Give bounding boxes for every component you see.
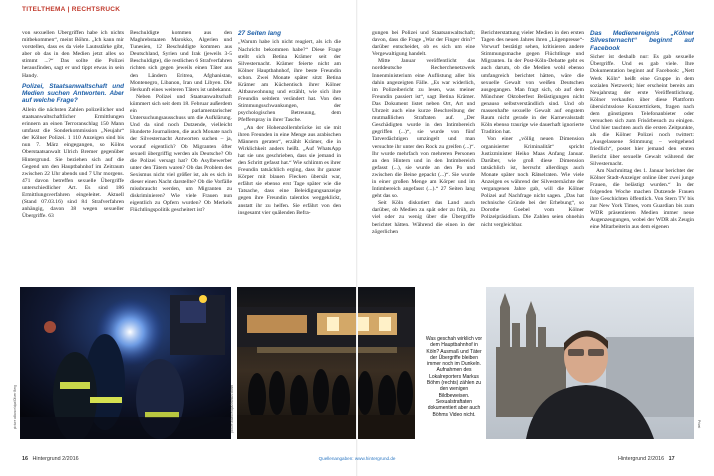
photo-station-crowd xyxy=(237,287,415,439)
subhead: Das Medienereignis „Kölner Silvesternacht“ beginnt auf Facebook xyxy=(590,30,694,52)
footer-publication-right: Hintergrund 2/2016 xyxy=(618,456,665,462)
photo-caption: Was geschah wirklich vor dem Hauptbahnhof in Köln? Ausmaß und Täter der Übergriffe bleiben immer noch im Dunkeln. Aufnahmen des Lokalreporters Markus Böhm (rechts) zählen zu den wenigen Bildbeweisen. Sexualstraftaten dokumentiert aber auch Böhms Video nicht. xyxy=(425,336,483,418)
section-kicker: TITELTHEMA | RECHTSRUCK xyxy=(22,6,121,13)
photo-credit: picture alliance/dpa/Markus Böhm xyxy=(230,385,234,434)
photo-reporter-portrait xyxy=(486,287,694,439)
page-number-left: 16 xyxy=(22,456,28,462)
footer-left xyxy=(22,456,79,462)
paragraph: „Warum habe ich nicht reagiert, als ich die Nachricht bekommen habe?“ Diese Frage stellt sich Betina Krämer seit der Silvesternacht. Krämer feierte nicht am Kölner Hauptbahnhof, ihre beste Freundin schon. Zwei Monate später sitzt Betina Krämer am Küchentisch ihrer Kölner Altbauwohnung und erzählt, wie sich ihre Freundin seitdem verändert hat. Von den Stimmungsschwankungen, der psychologischen Betreuung, dem Pfefferspray in ihrer Tasche. xyxy=(238,39,341,124)
paragraph: Am Nachmittag des 1. Januar berichtet der Kölner Stadt-Anzeiger online über zwei junge Frauen, die belästigt wurden.“ In der folgenden Woche machen Dutzende Frauen ihre Geschichten öffentlich. Von Stern TV bis zur New York Times, vom Guardian bis zum WDR präsentieren Medien immer neue Augenzeugungen, wobei der WDR als Zeugin eine Mitarbeiterin aus dem eigenen xyxy=(590,167,694,231)
paragraph: Mitte Januar veröffentlicht das norddeutsche Recherchenetzwerk Innenministerium eine Auflistung aller bis dahin angezeigten Fälle. „Es war widerlich, im Polizeibericht zu lesen, was meiner Freundin passiert ist“, sagt Betina Krämer. Das Dokument listet neben Ort, Art und Uhrzeit auch eine kurze Beschreibung der mutmaßlichen Straftaten auf. „Der Geschädigten wurde in den Intimbereich gegriffen (...)“, sie wurde von fünf Tatverdächtigen umzingelt und man versuchte ihr unter den Rock zu greifen (...)“. Ihr wurde mehrfach von mehreren Personen an den Hintern und in den Intimbereich gefasst (...), sie wurde an den Po und zwischen die Beine gepackt (...)“. Sie wurde in einer großen Menge am Körper und im Intimbereich angefasst (...).“ 27 Seiten lang geht das so. xyxy=(372,58,475,200)
paragraph: von sexuellen Übergriffen habe ich nichts mitbekommen“, meint Böhm. „Ich kann mir vorstellen, dass es da viele Lautsstärke gibt, aber ob das in den Medien jetzt alles so stimmt ...?“ Das sollte die Polizei herausfinden, sagt er und tippt etwas in sein Handy. xyxy=(22,30,124,79)
column-4 xyxy=(372,30,475,278)
paragraph: Allein die nächsten Zahlen polizeilicher und staatsanwaltschaftlicher Ermittlungen erinnern an einen Terroranschlag 150 Mann umfasst die Sonderkommission „Neujahr“ der Kölner Polizei. 1 110 Anzeigen sind bis nun 7. März eingegangen, so Kölns Oberstaatsanwalt Ulrich Bremer gegenüber Hintergrund. Sie beziehen sich auf die Gegend um den Hauptbahnhof im Zeitraum zwischen 22 Uhr abends und 7 Uhr morgens. 471 davon betreffen sexuelle Übergriffe unterschiedlicher Art. Es sind 186 Ermittlungsverfahren eingeleitet. Aktuell (Stand 07.03.16) sind 84 Strafverfahren anhängig, davon 38 wegen sexueller Übergriffe. 63 xyxy=(22,106,124,220)
paragraph: „An der Hohenzollernbrücke ist sie mit ihren Freunden in eine Menge aus arabischen Männern geraten“, erzählt Krämer, die in Wirklichkeit anders heißt. „Auf WhatsApp hat sie uns geschrieben, dass sie jemand in den Schritt gefasst hat.“ Wie schlimm es ihrer Freundin tatsächlich erging, dass ihr ganzer Körper mit blauen Flecken übersät war, erfährt sie ebenso erst Tage später wie die Tatsache, dass eine Beleidigungsanzeige gegen ihre Freundin talentlos weggeklickt, anstatt ihr zu helfen. Sie erfährt von den insgesamt vier quälenden Befra- xyxy=(238,124,341,216)
photo-station-crowd-image xyxy=(237,287,415,439)
paragraph: gungen bei Polizei und Staatsanwaltschaft; davon, dass die Frage „War der Finger drin?“ darüber entscheidet, ob es sich um eine Vergewaltigung handelt. xyxy=(372,30,475,58)
photo-police-night-image xyxy=(20,287,231,439)
photo-credit: Privat xyxy=(697,420,701,429)
paragraph: Beschuldigte kommen aus den Maghrebstaaten Marokko, Algerien und Tunesien, 12 Beschuldigte kommen aus Deutschland, Syrien und Irak (jeweils 3-5 Beschuldigte), die restlichen 6 Strafverfahren richten sich gegen jeweils einen Täter aus den Ländern Eritrea, Afghanistan, Montenegro, Libanon, Iran und Libyen. Die Herkunft eines weiteren Täters ist unbekannt. xyxy=(130,30,232,93)
photo-credit: picture alliance/dpa/Oliver Berg xyxy=(13,385,17,430)
column-6 xyxy=(590,30,694,278)
photo-police-night xyxy=(20,287,231,439)
paragraph: Neben Polizei und Staatsanwaltschaft kümmert sich seit dem 18. Februar außerdem ein parlamentarischer Untersuchungsausschuss um die Aufklärung. Und da sind noch Dutzende, vielleicht Hunderte Journalisten, die auch Monate nach der Silvesternacht Antworten suchen – ja, worauf eigentlich? Ob Migranten öfter sexuell übergriffig werden als Deutsche? Ob die Polizei versagt hat? Ob Asylbewerber unter den Tätern waren? Ob das Problem des Sexismus nicht viel größer ist, als es sich in dieser einen Nacht darstellte? Ob die Vorfälle missbraucht werden, um Migranten zu diskriminieren? Wie viele Frauen nun eigentlich zu Opfern wurden? Ob Merkels Flüchtlingspolitik gescheitert ist? xyxy=(130,93,232,214)
subhead: 27 Seiten lang xyxy=(238,30,281,37)
paragraph: Berichterstattung vieler Medien in den ersten Tagen des neuen Jahres ihren „Lügenpresse“-Vorwurf bestätigt sehen, kritisieren andere Stimmungsmache gegen Flüchtlinge und Migranten. In der Post-Köln-Debatte geht es auch darum, ob die Medien wohl ebenso umfangreich berichtet hätten, wäre die sexuelle Gewalt von weißen Deutschen ausgegangen. Man fragt sich, ob auf dem Münchner Oktoberfest Belästigungen nicht genauso selbstverständlich sind. Und ob massenhafte sexuelle Gewalt auf engstem Raum nicht gerade in der Karnevalsstadt Köln ebenso traurige wie dauerhaft ignorierte Tradition hat. xyxy=(481,30,584,136)
column-5 xyxy=(481,30,584,278)
paragraph: Sicher ist deshalb nur: Es gab sexuelle Übergriffe. Und es gab viele. Ihre Dokumentation beginnt auf Facebook: „Nett Werk Köln“ heißt eine Gruppe in dem sozialen Netzwerk; hier erscheint bereits am Neujahrstag der erste Veröffentlichung. Kölner verkaufen über diese Plattform übersichtsslose Konzerttickets, fragen nach dem günstigsten Telefonanbieter oder versuchen sich zum Frisörbesuch zu einigen. Und hier tauchten auch die ersten Zeitpunkte, als die Kölner Polizei noch twittert: „Ausgelassene Stimmung – weitgehend friedlich“, postet hier jemand den ersten Bericht über sexuelle Gewalt während der Silvesternacht. xyxy=(590,54,694,167)
paragraph: Von einer „völlig neuen Dimension organisierter Kriminalität“ spricht Justizminister Heiko Maas Anfang Januar. Darüber, wie groß diese Dimension tatsächlich ist, herrscht allerdings auch Monate später noch Rätselraten. Wie viele Anzeigen es während der Silvesternächte der vergangenen Jahre gab, will die Kölner Polizei auf Nachfrage nicht sagen. „Das hat technische Gründe bei der Erhebung“, so Dorothe Goebel vom Kölner Polizeipräsidium. Die Zahlen seien ohnehin nicht vergleichbar. xyxy=(481,136,584,228)
paragraph: Seit Köln diskutiert das Land auch darüber, ob Medien zu spät oder zu früh, zu viel oder zu wenig über die Übergriffe berichtet hätten. Während die einen in der zögerlichen xyxy=(372,200,475,235)
footer-right xyxy=(618,456,675,462)
footer-sources-link[interactable]: Quellenangaben: www.hintergrund.de xyxy=(318,456,396,461)
footer-publication-left: Hintergrund 2/2016 xyxy=(32,456,79,462)
page-gutter xyxy=(356,0,358,476)
kicker-topic: RECHTSRUCK xyxy=(71,6,121,13)
subhead: Polizei, Staatsanwaltschaft und Medien suchen Antworten. Aber auf welche Frage? xyxy=(22,82,124,105)
column-2 xyxy=(130,30,232,278)
page-number-right: 17 xyxy=(668,456,675,462)
kicker-section: TITELTHEMA xyxy=(22,6,66,13)
column-1 xyxy=(22,30,124,278)
photo-reporter-portrait-image xyxy=(486,287,694,439)
column-3 xyxy=(238,30,341,278)
